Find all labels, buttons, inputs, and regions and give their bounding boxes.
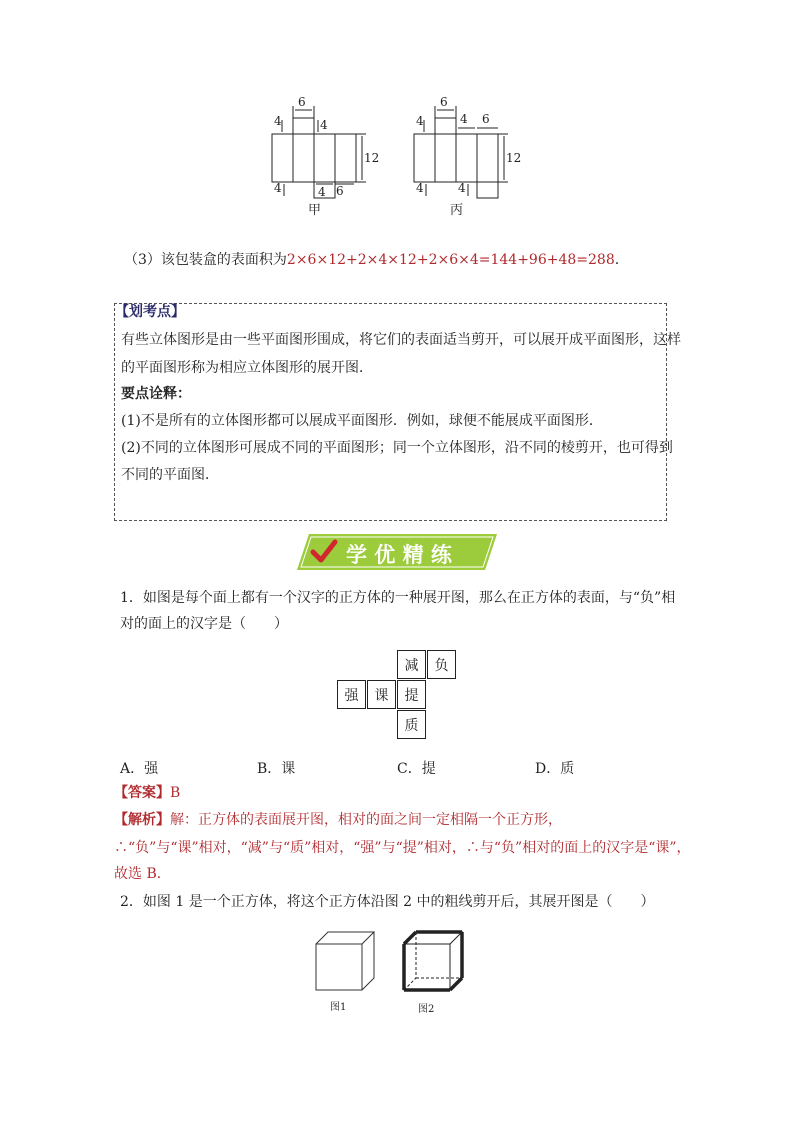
dim-label: 12 xyxy=(364,151,380,165)
keypoint-para5: 不同的平面图． xyxy=(121,467,219,483)
option-a: A．强 xyxy=(120,761,159,777)
net-figure-bing xyxy=(404,92,534,222)
dim-label: 4 xyxy=(416,114,424,128)
cube-net-cell: 减 xyxy=(397,650,426,679)
answer-line xyxy=(114,783,180,803)
analysis-label: 【解析】 xyxy=(114,812,170,828)
part3-end: . xyxy=(614,252,620,268)
keypoint-title: 【划考点】 xyxy=(115,304,185,320)
option-c: C．提 xyxy=(397,761,436,777)
part3-text xyxy=(124,250,619,270)
cube-figure-1 xyxy=(310,928,380,998)
analysis-line3: 故选 B． xyxy=(114,866,171,882)
dim-label: 4 xyxy=(320,118,328,132)
q2-line1: 2．如图 1 是一个正方体，将这个正方体沿图 2 中的粗线剪开后，其展开图是（ ） xyxy=(120,894,655,910)
keypoint-para3: (1)不是所有的立体图形都可以展成平面图形．例如，球便不能展成平面图形． xyxy=(121,413,603,429)
analysis-text1: 解：正方体的表面展开图，相对的面之间一定相隔一个正方形， xyxy=(170,812,562,828)
answer-value: B xyxy=(170,785,181,801)
dim-label: 4 xyxy=(416,181,424,195)
cube-figure-2 xyxy=(398,926,468,996)
keypoint-para1: 有些立体图形是由一些平面图形围成，将它们的表面适当剪开，可以展开成平面图形，这样 xyxy=(121,332,681,348)
dim-label: 4 xyxy=(460,112,468,126)
answer-label: 【答案】 xyxy=(114,785,170,801)
q1-line2: 对的面上的汉字是（ ） xyxy=(120,616,288,632)
dim-label: 4 xyxy=(458,181,466,195)
net-figure-jia xyxy=(262,92,382,222)
cube-net-cell: 质 xyxy=(397,710,426,739)
cube-net-cell: 负 xyxy=(427,650,456,679)
dim-label: 6 xyxy=(298,95,306,109)
dim-label: 6 xyxy=(482,112,490,126)
cube-net-cell: 提 xyxy=(397,680,426,709)
keypoint-para4: (2)不同的立体图形可展成不同的平面图形；同一个立体图形，沿不同的棱剪开，也可得到 xyxy=(121,440,673,456)
cube-net-cell: 强 xyxy=(337,680,366,709)
fig1-caption: 图1 xyxy=(330,1002,347,1013)
part3-formula: 2×6×12+2×4×12+2×6×4=144+96+48=288 xyxy=(286,252,615,268)
q1-line1: 1．如图是每个面上都有一个汉字的正方体的一种展开图，那么在正方体的表面，与“负”相 xyxy=(120,590,676,606)
dim-label: 6 xyxy=(440,95,448,109)
fig2-caption: 图2 xyxy=(418,1004,435,1015)
dim-label: 12 xyxy=(506,151,522,165)
figure-caption: 甲 xyxy=(308,203,322,218)
dim-label: 4 xyxy=(318,185,326,199)
option-d: D．质 xyxy=(535,761,575,777)
dim-label: 4 xyxy=(274,114,282,128)
part3-label: （3）该包装盒的表面积为 xyxy=(124,252,287,268)
figure-caption: 丙 xyxy=(450,203,464,218)
dim-label: 6 xyxy=(336,184,344,198)
keypoint-para2: 的平面图形称为相应立体图形的展开图． xyxy=(121,360,373,376)
cube-net-cell: 课 xyxy=(367,680,396,709)
dim-label: 4 xyxy=(274,181,282,195)
analysis-line1 xyxy=(114,810,562,830)
option-b: B．课 xyxy=(257,761,296,777)
analysis-line2: ∴“负”与“课”相对，“减”与“质”相对，“强”与“提”相对，∴与“负”相对的面上的汉字是“课”， xyxy=(114,840,691,856)
keypoint-subtitle: 要点诠释： xyxy=(121,386,191,402)
banner-text: 学 优 精 练 xyxy=(346,543,452,567)
